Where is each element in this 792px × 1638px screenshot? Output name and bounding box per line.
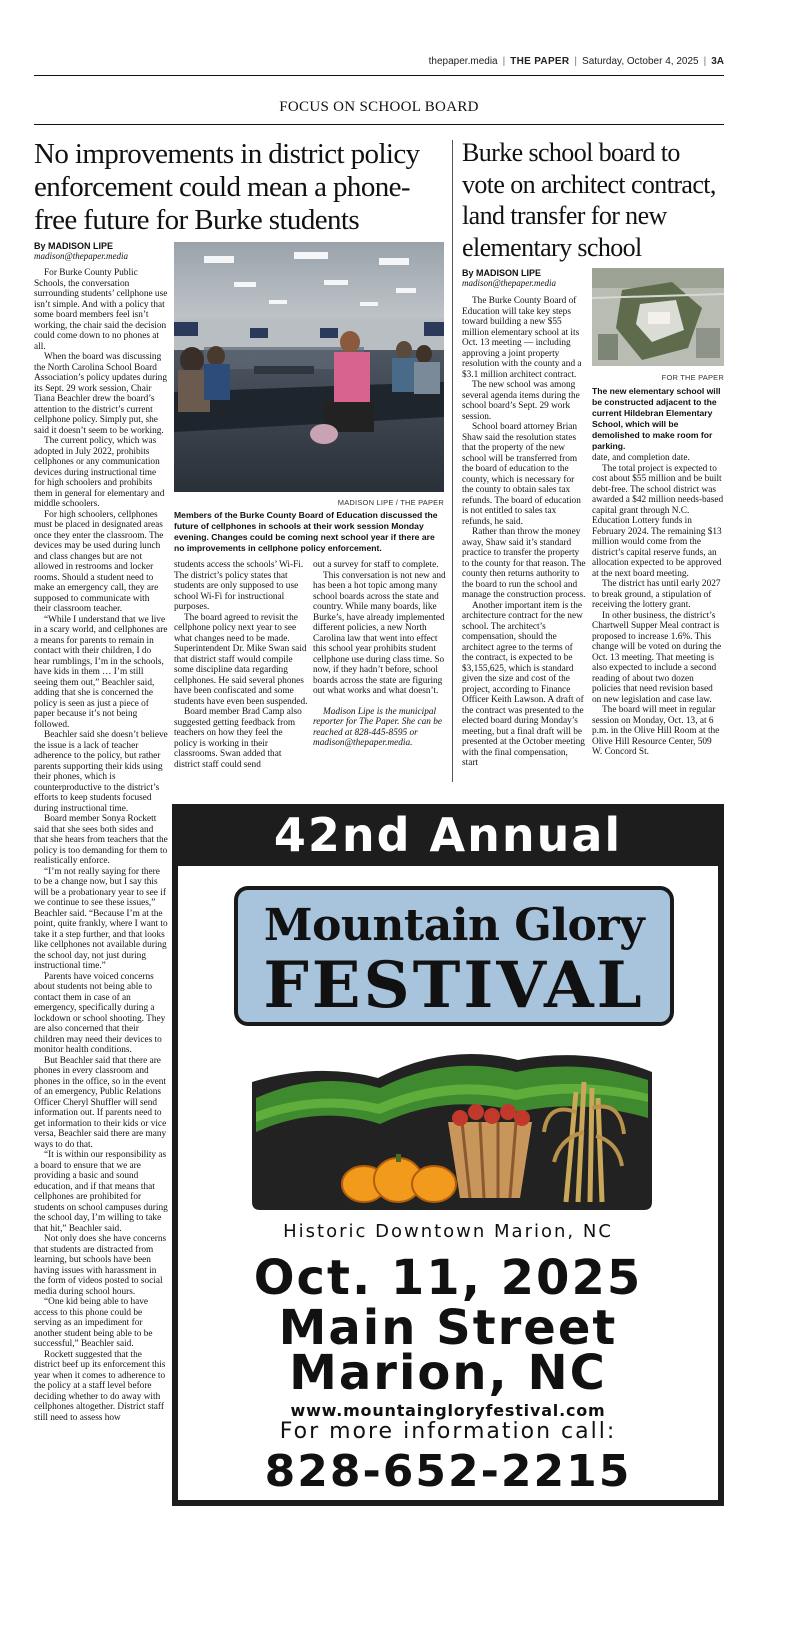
- ad-phone-number[interactable]: 828-652-2215: [264, 1446, 632, 1497]
- article2-email[interactable]: madison@thepaper.media: [462, 278, 557, 288]
- paragraph: “It is within our responsibility as a board to ensure that we are providing a basic and sound education, and if that means that cellphones are prohibited for students on school campuses during the school day, I’m willing to take that hit,” Beachler said.: [34, 1150, 168, 1234]
- paragraph: “I’m not really saying for there to be a change now, but I say this will be a probationary year to see if we continue to see these issues,” Beachler said. “Because I’m at the point, quite frankly, where I want to take it a step further, and that looks like cellphones not available during the school day, not just during instructional time.”: [34, 866, 168, 971]
- paper-brand: THE PAPER: [510, 56, 570, 67]
- section-rule: [34, 124, 724, 125]
- board-meeting-photo: [174, 242, 444, 492]
- paragraph: The board will meet in regular session on Monday, Oct. 13, at 6 p.m. in the Olive Hill Room at the Olive Hill Resource Center, 509 W. Concord St.: [592, 705, 720, 757]
- paragraph: The Burke County Board of Education will take key steps toward building a new $55 million elementary school at its Oct. 13 meeting — including approving a joint property resolution with the county and a $3.1 million architect contract.: [462, 296, 582, 380]
- ad-date: Oct. 11, 2025: [253, 1250, 643, 1306]
- article2-byline: By MADISON LIPE: [462, 268, 542, 278]
- ad-info-text: For more information call:: [279, 1419, 617, 1444]
- paragraph: When the board was discussing the North Carolina School Board Association’s policy updates during its Sept. 29 work session, Chair Tiana Beachler drew the board’s attention to the district’s current cellphone policy. Simply put, she said it doesn’t seem to be working.: [34, 352, 167, 436]
- paragraph: The district has until early 2027 to break ground, a stipulation of receiving the lottery grant.: [592, 579, 721, 610]
- paragraph: The board agreed to revisit the cellphone policy next year to see what changes need to be made. Superintendent Dr. Mike Swan said that district staff would compile some discipline data regarding cellphones. He said several phones have been confiscated and some students have even been suspended.: [174, 612, 308, 707]
- school-site-aerial-image: [592, 268, 724, 366]
- apple-basket-icon: [448, 1104, 532, 1198]
- issue-date: Saturday, October 4, 2025: [582, 56, 699, 67]
- paragraph: This conversation is not new and has been a hot topic among many school boards across the state and country. While many boards, like Burke’s, have already implemented different policies, a new North Carolina law that went into effect this school year prohibits student cellphone use during class time. So now, if they hadn’t before, school boards across the state are figuring out what works and what doesn’t.: [313, 570, 446, 696]
- page-number: 3A: [711, 56, 724, 67]
- paragraph: “One kid being able to have access to this phone could be serving as an impediment for another student being able to be successful,” Beachler said.: [34, 1297, 153, 1349]
- paragraph: Board member Sonya Rockett said that she sees both sides and that she hears from teachers that the policy is too demanding for them to realistically enforce.: [34, 814, 168, 866]
- school-site-aerial-photo: [592, 268, 724, 366]
- article2-photo-caption: The new elementary school will be constructed adjacent to the current Hildebran Elementary School, which will be demolished to make room for parking.: [592, 386, 721, 451]
- ad-title-line1: Mountain Glory: [263, 900, 645, 951]
- article1-headline: No improvements in district policy enforcement could mean a phone-free future for Burke students: [34, 138, 420, 236]
- paragraph: The total project is expected to cost about $55 million and be built debt-free. The school district was awarded a $42 million needs-based capital grant through N.C. Education Lottery funds in February 2024. The remaining $13 million would come from the district’s capital reserve funds, an allocation expected to be approved at the next board meeting.: [592, 463, 724, 579]
- ad-location: Historic Downtown Marion, NC: [283, 1221, 613, 1242]
- paragraph: Parents have voiced concerns about students not being able to contact them in case of an emergency, specifically during a lockdown or school shooting. They are also concerned that their children may need their devices to monitor health conditions.: [34, 971, 166, 1055]
- paragraph: Not only does she have concerns that students are distracted from learning, but schools have been having issues with harassment in the form of videos posted to social media during school hours.: [34, 1234, 167, 1297]
- article1-column-1: [34, 268, 168, 1510]
- article1-byline: By MADISON LIPE: [34, 241, 114, 251]
- paragraph: date, and completion date.: [592, 453, 690, 463]
- paragraph: Rather than throw the money away, Shaw said it’s standard practice to transfer the property to the county for that reason. The county then returns authority to the board to run the school and manage the construction process.: [462, 527, 586, 600]
- ad-website[interactable]: www.mountaingloryfestival.com: [290, 1401, 606, 1420]
- harvest-scene: [248, 1042, 658, 1212]
- paragraph: The new school was among several agenda items during the school board’s Sept. 29 work session.: [462, 380, 580, 422]
- ad-title-box: [234, 886, 674, 1026]
- paragraph: Beachler said she doesn’t believe the issue is a lack of teacher adherence to the policy, but rather parents supporting their kids using their phones, which is counterproductive to the district’s efforts to keep students focused during instructional time.: [34, 730, 168, 814]
- ad-title-line2: FESTIVAL: [263, 948, 645, 1023]
- ad-top-banner: 42nd Annual: [273, 808, 623, 862]
- paragraph: School board attorney Brian Shaw said the resolution states that the property of the new school will be transferred from the board of education to the county, which is necessary for the county to obtain sales tax refunds. The board of education is not entitled to sales tax refunds, he said.: [462, 422, 581, 527]
- author-tagline: Madison Lipe is the municipal reporter for The Paper. She can be reached at 828-445-8595 or madison@thepaper.media.: [313, 706, 443, 748]
- ad-body: [178, 866, 718, 1500]
- article1-email[interactable]: madison@thepaper.media: [34, 251, 129, 261]
- paragraph: Another important item is the architecture contract for the new school. The architect’s compensation, should the architect agree to the terms of the contract, is expected to be $3,155,625, which is standard given the size and cost of the project, according to Finance Officer Keith Lawson. A draft of the contract was presented to the elected board during Monday’s meeting, but a final draft will be presented at the October meeting with the final compensation, start: [462, 600, 585, 768]
- paragraph: In other business, the district’s Chartwell Supper Meal contract is proposed to increase 1.6%. This change will be voted on during the Oct. 13 meeting. That meeting is also expected to include a second reading of about two dozen policies that need revision based on new legislation and case law.: [592, 610, 722, 705]
- header-separator: |: [502, 56, 506, 67]
- article1-photo-caption: Members of the Burke County Board of Education discussed the future of cellphones in schools at their work session Monday evening. Changes could be coming next school year if there are no improvements in cellphone policy enforcement.: [174, 510, 438, 553]
- paragraph: The current policy, which was adopted in July 2022, prohibits cellphones or any communication devices during instructional time for high schoolers and prohibits them in general for elementary and middle schoolers.: [34, 436, 165, 509]
- paragraph: Board member Brad Camp also suggested getting feedback from teachers on how they feel the policy is working in their classrooms. Swan added that district staff could send: [174, 707, 302, 770]
- article1-column-2: [174, 560, 308, 784]
- column-divider: [452, 140, 453, 782]
- article2-photo-credit: FOR THE PAPER: [661, 373, 724, 382]
- festival-advertisement: [172, 804, 724, 1506]
- site-url[interactable]: thepaper.media: [428, 56, 498, 67]
- paragraph: Rockett suggested that the district beef up its enforcement this year when it comes to adherence to the policy at a staff level before deciding whether to do away with cellphones altogether. District staff still need to assess how: [34, 1349, 166, 1423]
- paragraph: But Beachler said that there are phones in every classroom and phones in the office, so in the event of an emergency, Public Relations Officer Cheryl Shuffler will send information out. If parents need to get information to their kids or vice versa, Beachler said there are many ways to do that.: [34, 1055, 167, 1150]
- section-label: FOCUS ON SCHOOL BOARD: [279, 99, 479, 115]
- article1-photo-credit: MADISON LIPE / THE PAPER: [337, 498, 444, 507]
- header-separator: |: [703, 56, 707, 67]
- paragraph: “While I understand that we live in a scary world, and cellphones are a means for parents to remain in contact with their children, I do hear rumblings, I’m in the schools, have kids in them … I’m still seeing them out,” Beachler said, adding that she is concerned the policy is seen as just a piece of paper because it’s not being followed.: [34, 614, 168, 730]
- ad-city: Marion, NC: [289, 1345, 607, 1401]
- article1-column-3: [313, 560, 446, 784]
- paragraph: out a survey for staff to complete.: [313, 560, 439, 570]
- paragraph: For Burke County Public Schools, the conversation surrounding students’ cellphone use isn’t simple. And with a policy that some board members feel isn’t working, the chair said the decision could come down to no phones at all.: [34, 268, 168, 352]
- header-rule: [34, 75, 724, 76]
- article2-column-2: [592, 453, 724, 785]
- page-header: [34, 56, 724, 76]
- paragraph: students access the schools’ Wi-Fi. The district’s policy states that students are only supposed to use school Wi-Fi for instructional purposes.: [174, 560, 304, 612]
- article2-column-1: [462, 296, 586, 786]
- mountain-harvest-icon: [248, 1042, 658, 1212]
- paragraph: For high schoolers, cellphones must be placed in designated areas once they enter the classroom. The devices may be used during lunch and class changes but are not allowed in restrooms and locker rooms. Should a student need to make an emergency call, they are supposed to communicate with their classroom teacher.: [34, 509, 164, 614]
- ad-street: Main Street: [278, 1300, 618, 1356]
- article2-headline: Burke school board to vote on architect contract, land transfer for new elementary school: [462, 138, 716, 262]
- header-separator: |: [574, 56, 578, 67]
- board-meeting-photo-image: [174, 242, 444, 492]
